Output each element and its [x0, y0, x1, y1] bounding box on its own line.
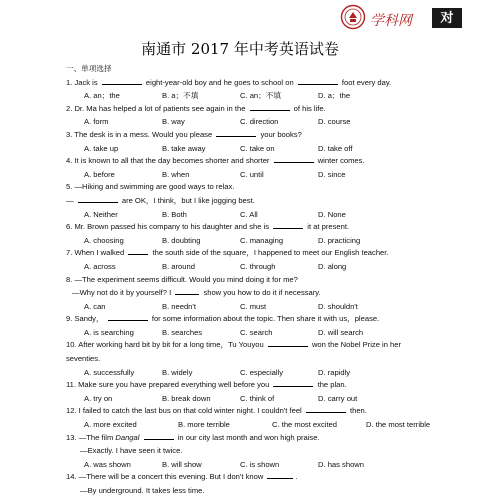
option-b: B. take away — [162, 143, 206, 153]
option-d: D. course — [318, 117, 351, 127]
question-5: 5. —Hiking and swimming are good ways to relax. — [66, 182, 235, 192]
option-a: A. Neither — [84, 209, 118, 219]
option-c: C. direction — [240, 117, 279, 127]
brand-badge: 对 — [432, 8, 462, 28]
answer-blank — [267, 470, 293, 479]
options-2 — [66, 115, 462, 128]
brand-text: 学科网 — [370, 13, 412, 29]
option-c: C. especially — [240, 367, 284, 377]
answer-blank — [144, 431, 174, 440]
option-d: D. since — [318, 169, 346, 179]
question-9: 9. Sandy， for some information about the topic. Then share it with us，please. — [66, 314, 380, 324]
option-c: C. managing — [240, 235, 284, 245]
options-7 — [66, 260, 462, 273]
question-8: 8. —The experiment seems difficult. Would you mind doing it for me? — [66, 274, 298, 284]
option-c: C. is shown — [240, 459, 280, 469]
answer-blank — [273, 378, 313, 387]
option-d: D. the most terrible — [366, 420, 431, 430]
answer-blank — [273, 220, 303, 229]
option-d: D. practicing — [318, 235, 361, 245]
question-7: 7. When I walked the south side of the square，I happened to meet our English teacher. — [66, 248, 389, 258]
option-c: C. All — [240, 209, 258, 219]
option-a: A. form — [84, 117, 109, 127]
question-10-cont: seventies. — [66, 354, 101, 364]
answer-blank — [216, 128, 256, 137]
answer-blank — [250, 102, 290, 111]
answer-blank — [102, 76, 142, 85]
option-b: B. way — [162, 117, 185, 127]
question-1: 1. Jack is eight-year-old boy and he goes to school on foot every day. — [66, 77, 392, 87]
option-b: B. Both — [162, 209, 187, 219]
option-a: A. an；the — [84, 91, 120, 101]
question-4: 4. It is known to all that the day becomes shorter and shorter winter comes. — [66, 156, 365, 166]
option-d: D. rapidly — [318, 367, 351, 377]
options-5 — [66, 208, 462, 221]
option-a: A. choosing — [84, 235, 124, 245]
question-12: 12. I failed to catch the last bus on that cold winter night. I couldn't feel then. — [66, 406, 367, 416]
question-13: 13. —The film Dangal in our city last month and won high praise. — [66, 432, 320, 442]
option-d: D. will search — [318, 327, 364, 337]
options-9 — [66, 326, 462, 339]
options-3 — [66, 142, 462, 155]
question-11: 11. Make sure you have prepared everything well before you the plan. — [66, 380, 347, 390]
options-4 — [66, 168, 462, 181]
option-a: A. before — [84, 169, 115, 179]
question-2: 2. Dr. Ma has helped a lot of patients see again in the of his life. — [66, 103, 326, 113]
option-d: D. carry out — [318, 393, 358, 403]
option-d: D. along — [318, 261, 347, 271]
option-a: A. try on — [84, 393, 113, 403]
option-b: B. needn't — [162, 301, 196, 311]
option-c: C. until — [240, 169, 264, 179]
option-a: A. more excited — [84, 420, 137, 430]
option-c: C. search — [240, 327, 273, 337]
options-6 — [66, 234, 462, 247]
answer-blank — [108, 312, 148, 321]
option-c: C. think of — [240, 393, 275, 403]
option-d: D. a；the — [318, 91, 351, 101]
option-c: C. an；不填 — [240, 91, 281, 101]
option-b: B. break down — [162, 393, 211, 403]
option-a: A. successfully — [84, 367, 135, 377]
question-3: 3. The desk is in a mess. Would you please your books? — [66, 129, 302, 139]
answer-blank — [306, 404, 346, 413]
question-5-reply: — are OK，I think，but I like jogging best. — [66, 195, 255, 205]
option-a: A. was shown — [84, 459, 131, 469]
option-b: B. more terrible — [178, 420, 230, 430]
options-11 — [66, 392, 462, 405]
question-14-reply: —By underground. It takes less time. — [80, 486, 205, 495]
option-b: B. searches — [162, 327, 203, 337]
option-b: B. when — [162, 169, 190, 179]
option-a: A. across — [84, 261, 116, 271]
film-title: Dangal — [115, 432, 140, 442]
option-b: B. will show — [162, 459, 202, 469]
options-10 — [66, 366, 462, 379]
answer-blank — [78, 194, 118, 203]
question-list — [66, 62, 462, 498]
seal-icon — [340, 4, 366, 30]
question-8-reply: —Why not do it by yourself? I show you how to do it if necessary. — [72, 288, 321, 298]
question-13-reply: —Exactly. I have seen it twice. — [80, 446, 183, 456]
option-d: D. None — [318, 209, 346, 219]
option-c: C. must — [240, 301, 267, 311]
options-1 — [66, 89, 462, 102]
answer-blank — [274, 154, 314, 163]
option-c: C. the most excited — [272, 420, 337, 430]
option-d: D. take off — [318, 143, 353, 153]
answer-blank — [175, 286, 199, 295]
option-c: C. through — [240, 261, 276, 271]
answer-blank — [268, 338, 308, 347]
option-c: C. take on — [240, 143, 275, 153]
header-logo — [340, 4, 468, 34]
question-14: 14. —There will be a concert this evening. But I don't know . — [66, 472, 298, 482]
option-d: D. has shown — [318, 459, 365, 469]
option-b: B. doubting — [162, 235, 201, 245]
answer-blank — [128, 246, 148, 255]
option-b: B. a；不填 — [162, 91, 199, 101]
option-b: B. around — [162, 261, 195, 271]
answer-blank — [298, 76, 338, 85]
options-12 — [66, 418, 462, 431]
option-a: A. take up — [84, 143, 119, 153]
question-6: 6. Mr. Brown passed his company to his daughter and she is it at present. — [66, 222, 350, 232]
option-a: A. can — [84, 301, 106, 311]
option-b: B. widely — [162, 367, 193, 377]
exam-title: 南通市 2017 年中考英语试卷 — [141, 40, 339, 58]
options-8 — [66, 300, 462, 313]
option-d: D. shouldn't — [318, 301, 358, 311]
option-a: A. is searching — [84, 327, 134, 337]
section-heading: 一、单项选择 — [66, 64, 112, 73]
options-13 — [66, 458, 462, 471]
question-10: 10. After working hard bit by bit for a long time，Tu Youyou won the Nobel Prize in her — [66, 340, 402, 350]
